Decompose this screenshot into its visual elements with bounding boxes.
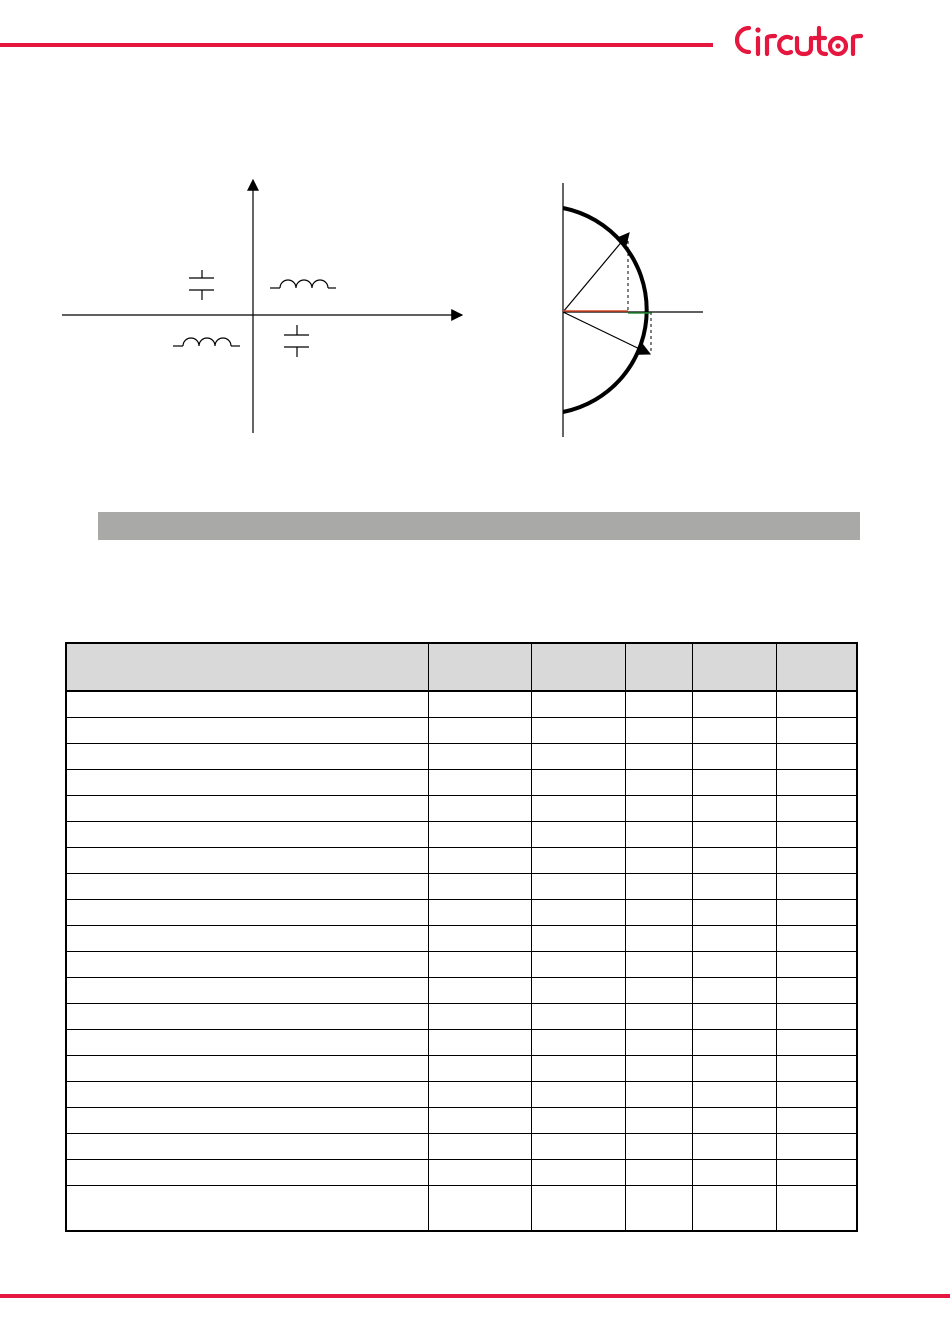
table-cell <box>428 795 531 821</box>
table-cell <box>428 821 531 847</box>
table-cell <box>625 1107 692 1133</box>
table-cell <box>66 1185 428 1231</box>
table-cell <box>625 743 692 769</box>
table-row <box>66 847 857 873</box>
circutor-logo <box>725 14 885 66</box>
table-cell <box>428 743 531 769</box>
table-cell <box>66 795 428 821</box>
table-cell <box>428 1055 531 1081</box>
table-cell <box>66 743 428 769</box>
table-cell <box>66 769 428 795</box>
table-cell <box>692 795 776 821</box>
table-cell <box>428 1081 531 1107</box>
table-cell <box>531 1055 625 1081</box>
table-cell <box>428 899 531 925</box>
table-cell <box>531 951 625 977</box>
table-cell <box>692 925 776 951</box>
table-cell <box>625 1159 692 1185</box>
table-cell <box>625 977 692 1003</box>
quadrant-diagram <box>60 175 480 440</box>
table-cell <box>531 1081 625 1107</box>
table-cell <box>776 821 857 847</box>
table-cell <box>625 873 692 899</box>
table-cell <box>625 795 692 821</box>
table-cell <box>776 977 857 1003</box>
table-cell <box>531 1185 625 1231</box>
table-cell <box>531 743 625 769</box>
table-cell <box>692 977 776 1003</box>
table-cell <box>625 1029 692 1055</box>
table-row <box>66 925 857 951</box>
table-cell <box>531 977 625 1003</box>
table-cell <box>428 1107 531 1133</box>
table-row <box>66 795 857 821</box>
table-row <box>66 1159 857 1185</box>
table-row <box>66 1029 857 1055</box>
lower-phasor <box>563 312 650 354</box>
table-cell <box>66 899 428 925</box>
table-cell <box>531 1003 625 1029</box>
table-cell <box>776 1029 857 1055</box>
table-cell <box>531 1159 625 1185</box>
table-row <box>66 821 857 847</box>
table-row <box>66 951 857 977</box>
table-cell <box>776 925 857 951</box>
table-cell <box>428 1159 531 1185</box>
table-cell <box>66 1055 428 1081</box>
table-cell <box>692 1107 776 1133</box>
table-cell <box>428 1185 531 1231</box>
table-cell <box>625 1081 692 1107</box>
data-table <box>65 642 858 1232</box>
table-row <box>66 1081 857 1107</box>
table-cell <box>776 1185 857 1231</box>
table-cell <box>531 873 625 899</box>
table-cell <box>692 1081 776 1107</box>
table-cell <box>776 717 857 743</box>
column-header <box>692 643 776 691</box>
table-cell <box>776 951 857 977</box>
table-cell <box>531 1107 625 1133</box>
inductor-symbol <box>173 338 240 346</box>
table-cell <box>66 691 428 717</box>
table-cell <box>531 769 625 795</box>
capacitor-symbol <box>284 325 309 357</box>
table-cell <box>428 847 531 873</box>
table-cell <box>428 717 531 743</box>
table-row <box>66 743 857 769</box>
table-cell <box>531 821 625 847</box>
table-cell <box>531 691 625 717</box>
column-header <box>625 643 692 691</box>
table-cell <box>428 1133 531 1159</box>
table-cell <box>776 691 857 717</box>
table-row <box>66 899 857 925</box>
table-cell <box>66 1159 428 1185</box>
table-cell <box>692 691 776 717</box>
logo-wordmark <box>725 14 885 66</box>
table-cell <box>692 951 776 977</box>
table-row <box>66 1107 857 1133</box>
column-header <box>776 643 857 691</box>
footer-rule <box>0 1294 950 1298</box>
table-cell <box>692 1133 776 1159</box>
table-row <box>66 717 857 743</box>
table-cell <box>428 1003 531 1029</box>
table-cell <box>531 1133 625 1159</box>
table-cell <box>625 925 692 951</box>
table-cell <box>66 847 428 873</box>
table-cell <box>66 1107 428 1133</box>
section-header-bar <box>98 512 860 540</box>
table-row <box>66 1003 857 1029</box>
table-cell <box>776 1055 857 1081</box>
table-cell <box>428 769 531 795</box>
table-row <box>66 977 857 1003</box>
table-cell <box>692 847 776 873</box>
table-cell <box>625 951 692 977</box>
table-cell <box>776 1133 857 1159</box>
table-row <box>66 1133 857 1159</box>
table-cell <box>66 873 428 899</box>
table-row <box>66 873 857 899</box>
table-cell <box>625 1003 692 1029</box>
table-cell <box>66 1003 428 1029</box>
column-header <box>531 643 625 691</box>
table-cell <box>625 899 692 925</box>
table-row <box>66 1055 857 1081</box>
table-cell <box>66 821 428 847</box>
table-cell <box>776 899 857 925</box>
table-cell <box>66 1029 428 1055</box>
table-cell <box>625 821 692 847</box>
table-cell <box>531 847 625 873</box>
upper-phasor <box>563 233 629 312</box>
table-header-row <box>66 643 857 691</box>
target-circle-icon <box>835 43 840 48</box>
table-cell <box>776 1003 857 1029</box>
table-cell <box>692 821 776 847</box>
table-cell <box>776 795 857 821</box>
table-cell <box>692 769 776 795</box>
column-header <box>428 643 531 691</box>
table-cell <box>66 1081 428 1107</box>
table-cell <box>625 1055 692 1081</box>
table-cell <box>692 1055 776 1081</box>
table-cell <box>776 873 857 899</box>
table-cell <box>625 1133 692 1159</box>
table-cell <box>66 951 428 977</box>
table-cell <box>776 847 857 873</box>
table-cell <box>776 1159 857 1185</box>
table-cell <box>692 1003 776 1029</box>
table-cell <box>531 925 625 951</box>
table-cell <box>428 691 531 717</box>
phasor-diagram <box>555 180 715 440</box>
table-cell <box>625 691 692 717</box>
inductor-symbol <box>270 280 336 288</box>
table-cell <box>625 769 692 795</box>
table-cell <box>428 951 531 977</box>
table-cell <box>428 1029 531 1055</box>
table-cell <box>428 977 531 1003</box>
table-cell <box>692 1029 776 1055</box>
table-cell <box>531 717 625 743</box>
table-cell <box>625 717 692 743</box>
table-cell <box>625 1185 692 1231</box>
table-cell <box>531 899 625 925</box>
table-cell <box>66 977 428 1003</box>
table-cell <box>428 925 531 951</box>
table-row <box>66 1185 857 1231</box>
table-cell <box>625 847 692 873</box>
table-row <box>66 691 857 717</box>
table-row <box>66 769 857 795</box>
table-cell <box>776 743 857 769</box>
table-cell <box>531 795 625 821</box>
capacitor-symbol <box>189 270 214 300</box>
table-cell <box>531 1029 625 1055</box>
table-cell <box>66 1133 428 1159</box>
table-cell <box>692 1159 776 1185</box>
table-cell <box>66 925 428 951</box>
table-cell <box>692 873 776 899</box>
header-rule <box>0 43 713 47</box>
table-cell <box>776 769 857 795</box>
table-cell <box>692 743 776 769</box>
table-cell <box>66 717 428 743</box>
semicircle-arc <box>563 208 647 412</box>
table-cell <box>776 1081 857 1107</box>
table-cell <box>692 1185 776 1231</box>
table-cell <box>776 1107 857 1133</box>
table-cell <box>692 899 776 925</box>
table-cell <box>428 873 531 899</box>
table-cell <box>692 717 776 743</box>
column-header <box>66 643 428 691</box>
